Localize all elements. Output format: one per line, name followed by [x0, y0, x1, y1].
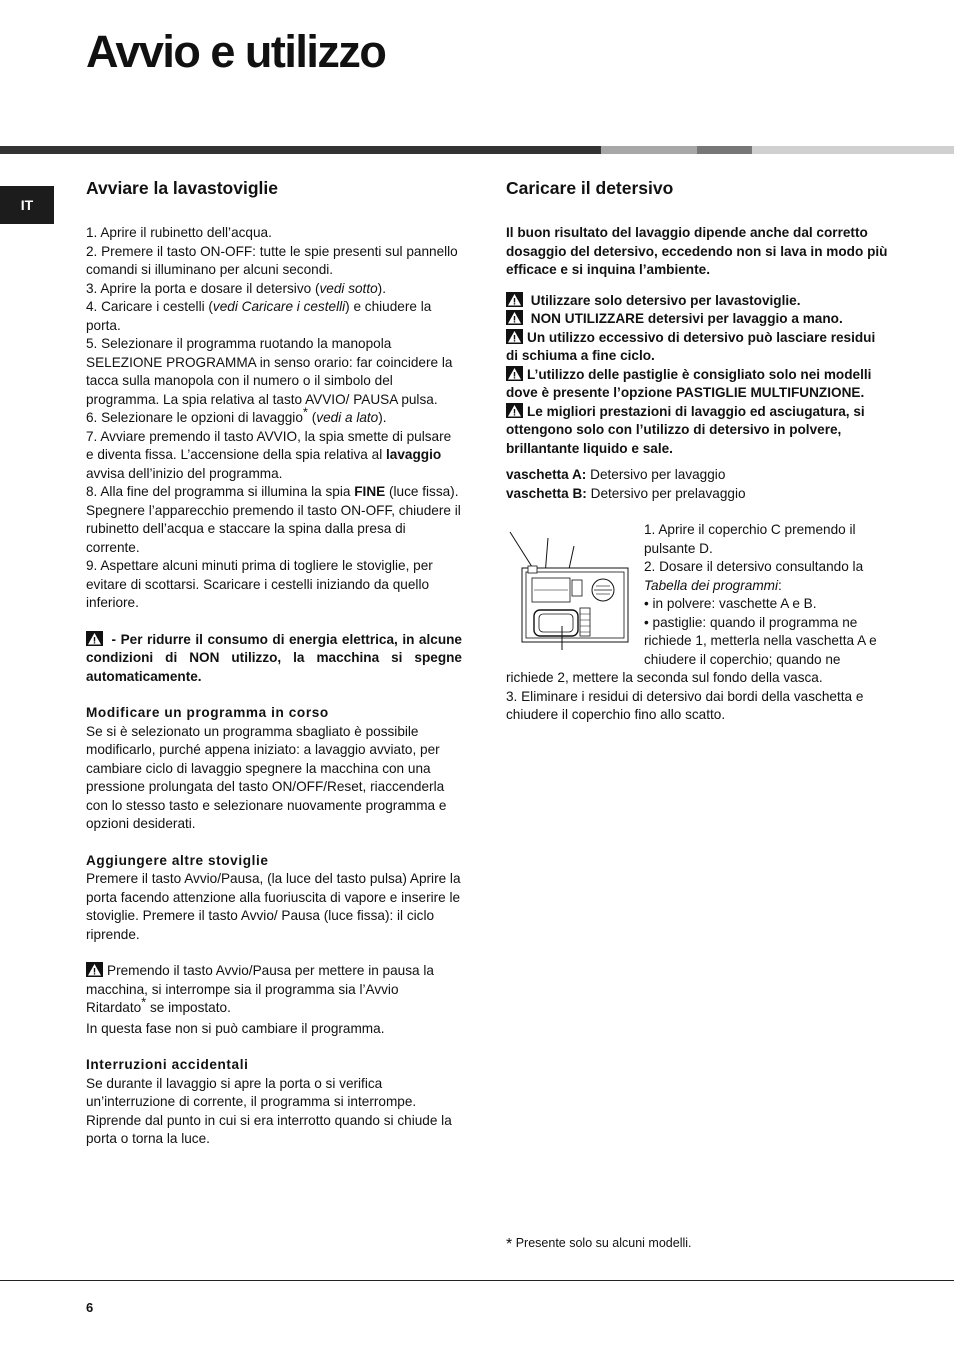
warning-2: NON UTILIZZARE detersivi per lavaggio a mano.	[506, 310, 890, 329]
dispenser-block	[506, 521, 890, 725]
compartment-b: vaschetta B: Detersivo per prelavaggio	[506, 485, 746, 501]
footnote: * Presente solo su alcuni modelli.	[506, 1236, 692, 1253]
energy-warning: - Per ridurre il consumo di energia elettrica, in alcune condizioni di NON utilizzo, la macchina si spegne automaticamente.	[86, 631, 462, 684]
section-heading-start: Avviare la lavastoviglie	[86, 178, 278, 198]
warning-icon	[86, 631, 103, 646]
dispenser-step-1: 1. Aprire il coperchio C premendo il pulsante D.	[644, 522, 856, 556]
warning-icon	[86, 962, 103, 977]
step-1: 1. Aprire il rubinetto dell’acqua.	[86, 225, 272, 240]
step-3: 3. Aprire la porta e dosare il detersivo (vedi sotto).	[86, 280, 386, 296]
header-bar-light	[752, 146, 954, 154]
warning-icon	[506, 403, 523, 418]
dispenser-step-2: 2. Dosare il detersivo consultando la Tabella dei programmi:	[644, 559, 864, 593]
add-dishes-text: Premere il tasto Avvio/Pausa, (la luce del tasto pulsa) Aprire la porta facendo attenzione alla fuoriuscita di vapore e inserire le stoviglie. Premere il tasto Avvio/ Pausa (luce fissa): il ciclo riprende.	[86, 871, 461, 942]
bullet-tablets: • pastiglie: quando il programma ne richiede 1, metterla nella vaschetta A e chiudere il coperchio; quando ne richiede 2, mettere la seconda sul fondo della vasca.	[506, 614, 877, 685]
detergent-intro: Il buon risultato del lavaggio dipende anche dal corretto dosaggio del detersivo, eccedendo non si lava in modo più efficace e si inquina l’ambiente.	[506, 225, 888, 277]
add-dishes-heading: Aggiungere altre stoviglie	[86, 852, 269, 868]
dispenser-step-3: 3. Eliminare i residui di detersivo dai bordi della vaschetta e chiudere il coperchio fino allo scatto.	[506, 688, 864, 722]
compartment-a: vaschetta A: Detersivo per lavaggio	[506, 467, 726, 482]
step-7: 7. Avviare premendo il tasto AVVIO, la spia smette di pulsare e diventa fissa. L’accensione della spia relativa al lavaggio avvisa dell’inizio del programma.	[86, 428, 452, 481]
header-bar-dark	[0, 146, 601, 154]
header-bar-gray	[697, 146, 752, 154]
warning-3: Un utilizzo eccessivo di detersivo può lasciare residui di schiuma a fine ciclo.	[506, 329, 876, 363]
pause-warning: Premendo il tasto Avvio/Pausa per mettere in pausa la macchina, si interrompe sia il programma sia l’Avvio Ritardato* se impostato.	[86, 963, 434, 1015]
bullet-powder: • in polvere: vaschette A e B.	[644, 596, 817, 611]
left-column	[86, 176, 462, 1149]
step-5: 5. Selezionare il programma ruotando la manopola SELEZIONE PROGRAMMA in senso orario: far coincidere la tacca sulla manopola con il numero o il simbolo del programma. La spia relativa al tasto AVVIO/ PAUSA pulsa.	[86, 336, 453, 407]
footer-rule	[0, 1280, 954, 1281]
section-heading-detergent: Caricare il detersivo	[506, 178, 674, 198]
warning-1: Utilizzare solo detersivo per lavastoviglie.	[506, 292, 890, 311]
warning-icon	[506, 366, 523, 381]
header-bar-mid	[601, 146, 697, 154]
warning-4: L’utilizzo delle pastiglie è consigliato solo nei modelli dove è presente l’opzione PASTIGLIE MULTIFUNZIONE.	[506, 366, 872, 400]
step-8: 8. Alla fine del programma si illumina la spia FINE (luce fissa). Spegnere l’apparecchio premendo il tasto ON-OFF, chiudere il rubinetto dell’acqua e staccare la spina dalla presa di corrente.	[86, 484, 461, 555]
interruptions-heading: Interruzioni accidentali	[86, 1057, 249, 1072]
interruptions-text: Se durante il lavaggio si apre la porta o si verifica un’interruzione di corrente, il programma si interrompe. Riprende dal punto in cui si era interrotto quando si chiude la porta o torna la luce.	[86, 1075, 452, 1146]
right-column	[506, 176, 890, 725]
pause-note: In questa fase non si può cambiare il programma.	[86, 1020, 385, 1036]
warning-icon	[506, 292, 523, 307]
step-2: 2. Premere il tasto ON-OFF: tutte le spie presenti sul pannello comandi si illuminano per alcuni secondi.	[86, 243, 458, 277]
warning-5: Le migliori prestazioni di lavaggio ed asciugatura, si ottengono solo con l’utilizzo di detersivo in polvere, brillantante liquido e sale.	[506, 403, 865, 456]
step-4: 4. Caricare i cestelli (vedi Caricare i cestelli) e chiudere la porta.	[86, 299, 432, 333]
language-tab: IT	[0, 186, 54, 224]
detergent-dispenser-diagram	[500, 526, 636, 654]
modify-heading: Modificare un programma in corso	[86, 705, 329, 720]
step-9: 9. Aspettare alcuni minuti prima di togliere le stoviglie, per evitare di scottarsi. Scaricare i cestelli iniziando da quello inferiore.	[86, 558, 433, 610]
warning-icon	[506, 310, 523, 325]
page-title: Avvio e utilizzo	[86, 26, 386, 77]
modify-text: Se si è selezionato un programma sbagliato è possibile modificarlo, purché appena iniziato: a lavaggio avviato, per cambiare ciclo di lavaggio spegnere la macchina con una pressione prolungata del tasto ON/OFF/Reset, riaccenderla con lo stesso tasto e selezionare nuovamente programma e opzioni desiderati.	[86, 723, 447, 831]
step-6: 6. Selezionare le opzioni di lavaggio* (vedi a lato).	[86, 404, 387, 425]
page-number: 6	[86, 1300, 94, 1315]
warning-icon	[506, 329, 523, 344]
